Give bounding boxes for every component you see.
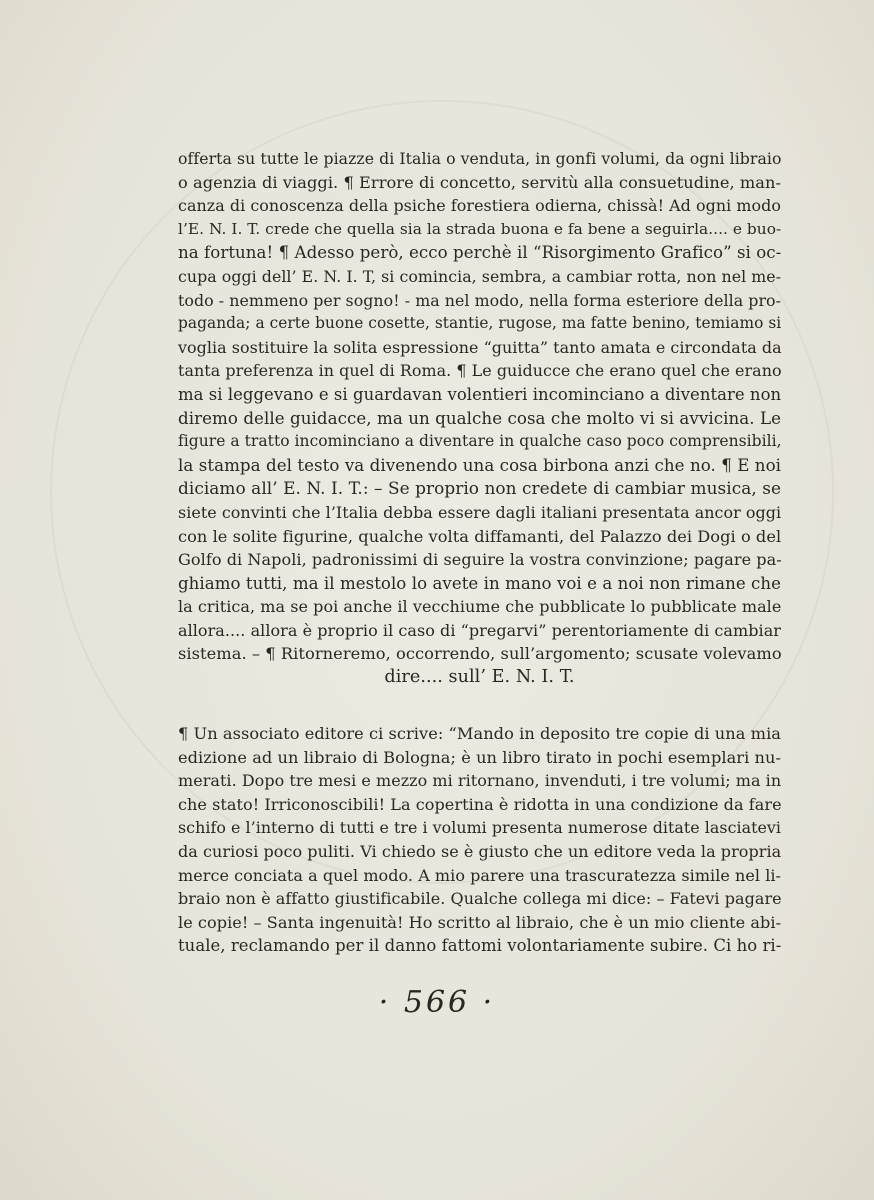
paragraph-editor-letter [178,722,781,958]
text-line: ghiamo tutti, ma il mestolo lo avete in mano voi e a noi non rimane che [178,573,781,593]
text-line: schifo e l’interno di tutti e tre i volumi presenta numerose ditate lasciatevi [178,818,782,838]
text-line: Golfo di Napoli, padronissimi di seguire la vostra convinzione; pagare pa- [178,550,782,570]
text-line: braio non è affatto giustificabile. Qualche collega mi dice: – Fatevi pagare [178,889,782,909]
text-line: ¶ Un associato editore ci scrive: “Mando in deposito tre copie di una mia [178,724,781,743]
text-line: na fortuna! ¶ Adesso però, ecco perchè il “Risorgimento Grafico” si oc- [178,243,782,263]
paragraph-enit [178,147,781,690]
page-number: · 566 · [378,985,496,1020]
text-line: siete convinti che l’Italia debba essere dagli italiani presentata ancor oggi [178,502,782,522]
text-line: le copie! – Santa ingenuità! Ho scritto al libraio, che è un mio cliente abi- [178,912,782,932]
text-line: allora.... allora è proprio il caso di “pregarvi” perentoriamente di cambiar [178,620,781,640]
text-line-centered: dire.... sull’ E. N. I. T. [384,667,575,688]
text-line: merce conciata a quel modo. A mio parere una trascuratezza simile nel li- [178,865,781,885]
text-line: voglia sostituire la solita espressione “guitta” tanto amata e circondata da [178,337,782,357]
text-line: merati. Dopo tre mesi e mezzo mi ritornano, invenduti, i tre volumi; ma in [178,771,782,791]
text-line: con le solite figurine, qualche volta diffamanti, del Palazzo dei Dogi o del [178,526,782,546]
text-line: la stampa del testo va divenendo una cosa birbona anzi che no. ¶ E noi [178,455,782,475]
text-line: o agenzia di viaggi. ¶ Errore di concetto, servitù alla consuetudine, man- [178,172,781,192]
text-line: figure a tratto incominciano a diventare in qualche caso poco comprensibili, [178,432,782,451]
text-line: diremo delle guidacce, ma un qualche cosa che molto vi si avvicina. Le [178,408,781,428]
text-line: ma si leggevano e si guardavan volentieri incominciano a diventare non [178,384,782,404]
text-line: edizione ad un libraio di Bologna; è un libro tirato in pochi esemplari nu- [178,747,781,767]
text-line: la critica, ma se poi anche il vecchiume che pubblicate lo pubblicate male [178,597,782,617]
text-line: da curiosi poco puliti. Vi chiedo se è giusto che un editore veda la propria [178,841,782,861]
text-line: canza di conoscenza della psiche forestiera odierna, chissà! Ad ogni modo [178,196,782,216]
text-line: tuale, reclamando per il danno fattomi volontariamente subire. Ci ho ri- [178,936,782,956]
text-line: cupa oggi dell’ E. N. I. T, si comincia, sembra, a cambiar rotta, non nel me- [178,266,782,286]
text-line: l’E. N. I. T. crede che quella sia la strada buona e fa bene a seguirla.... e buo- [178,219,782,238]
text-line: diciamo all’ E. N. I. T.: – Se proprio non credete di cambiar musica, se [178,478,781,499]
text-line: tanta preferenza in quel di Roma. ¶ Le guiducce che erano quel che erano [178,361,782,381]
text-line: todo - nemmeno per sogno! - ma nel modo, nella forma esteriore della pro- [178,290,781,310]
text-line: offerta su tutte le piazze di Italia o venduta, in gonfi volumi, da ogni libraio [178,149,782,168]
text-line: sistema. – ¶ Ritorneremo, occorrendo, sull’argomento; scusate volevamo [178,644,782,664]
text-line: paganda; a certe buone cosette, stantie, rugose, ma fatte benino, temiamo si [178,314,782,333]
text-line: che stato! Irriconoscibili! La copertina è ridotta in una condizione da fare [178,794,782,814]
